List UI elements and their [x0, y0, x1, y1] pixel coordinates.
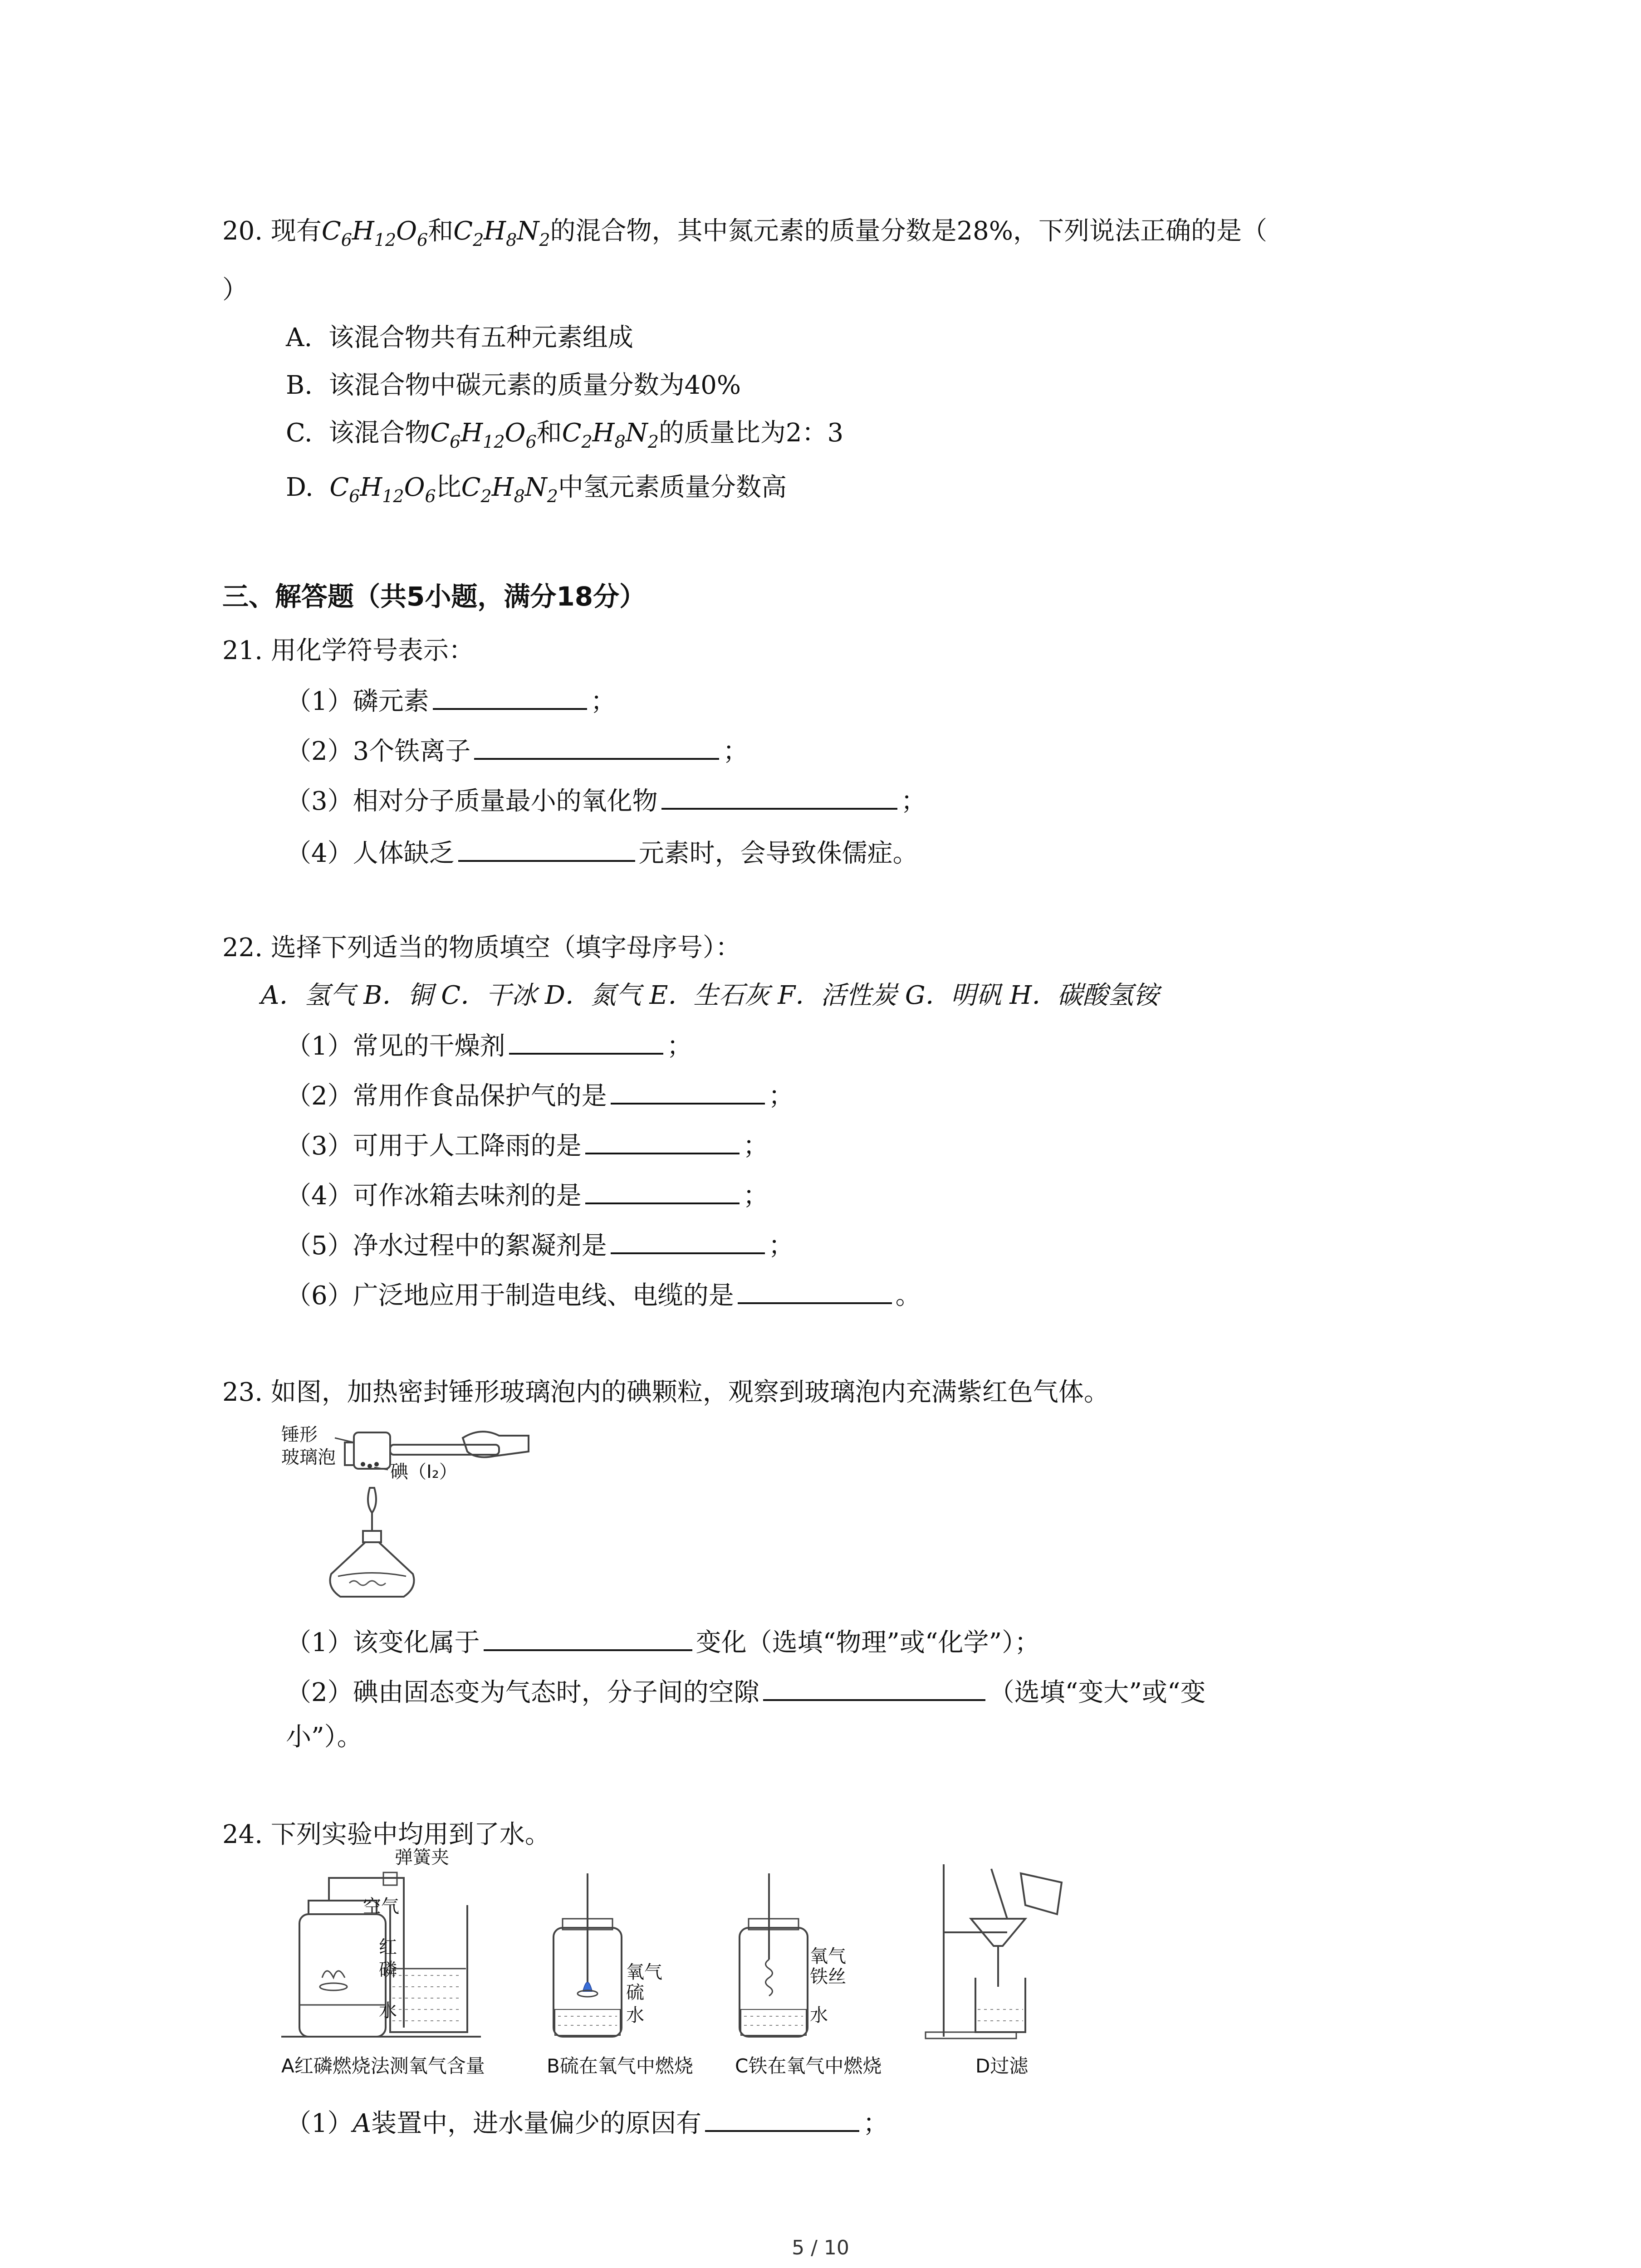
answer-blank[interactable]: [611, 1227, 765, 1254]
q21-item-2: （2）3个铁离子 ；: [286, 733, 748, 770]
label-water: 水: [810, 2005, 828, 2026]
label-bulb: 玻璃泡: [281, 1447, 336, 1468]
label-iron-wire: 铁丝: [810, 1966, 846, 1987]
answer-blank[interactable]: [705, 2105, 859, 2132]
answer-blank[interactable]: [484, 1624, 692, 1651]
label-oxygen: 氧气: [626, 1962, 662, 1983]
answer-blank[interactable]: [433, 683, 587, 710]
answer-blank[interactable]: [611, 1077, 765, 1105]
q24-stem: 24. 下列实验中均用到了水。: [222, 1820, 550, 1849]
q21-item-4: （4）人体缺乏 元素时，会导致侏儒症。: [286, 835, 918, 872]
water-experiments-figure: [281, 1847, 1107, 2109]
answer-blank[interactable]: [585, 1127, 740, 1154]
q23-item-1: （1）该变化属于 变化（选填“物理”或“化学”）；: [286, 1624, 1040, 1661]
q20-option-a[interactable]: A. 该混合物共有五种元素组成: [286, 323, 633, 352]
q22-choices: A．氢气 B．铜 C．干冰 D．氮气 E．生石灰 F．活性炭 G．明矾 H．碳酸氢铵: [261, 981, 1159, 1010]
label-water: 水: [379, 2000, 397, 2021]
q23-stem: 23. 如图，加热密封锤形玻璃泡内的碘颗粒，观察到玻璃泡内充满紫红色气体。: [222, 1378, 1109, 1407]
q22-item-6: （6）广泛地应用于制造电线、电缆的是 。: [286, 1277, 921, 1314]
formula-dimethylhydrazine: $C_2H_8N_2$: [453, 216, 550, 250]
label-water: 水: [626, 2005, 644, 2026]
q22-item-1: （1）常见的干燥剂 ；: [286, 1027, 692, 1065]
q23-item-2-cont: 小”）。: [286, 1722, 362, 1752]
label-red-phosphorus: 磷: [379, 1960, 397, 1980]
label-sulfur: 硫: [626, 1982, 644, 2003]
iodine-heating-figure: [281, 1424, 535, 1615]
q20-option-c[interactable]: C. 该混合物$C_6H_{12}O_6$和$C_2H_8N_2$的质量比为2：3: [286, 418, 844, 452]
q21-stem: 21. 用化学符号表示：: [222, 636, 474, 665]
label-red-phosphorus: 红: [379, 1937, 397, 1958]
q21-item-3: （3）相对分子质量最小的氧化物 ；: [286, 782, 926, 820]
label-clamp: 弹簧夹: [395, 1847, 449, 1868]
q23-item-2: （2）碘由固态变为气态时，分子间的空隙 （选填“变大”或“变: [286, 1674, 1206, 1711]
answer-blank[interactable]: [738, 1277, 892, 1304]
q21-item-1: （1）磷元素 ；: [286, 683, 616, 720]
q22-stem: 22. 选择下列适当的物质填空（填字母序号）：: [222, 933, 741, 963]
q22-item-4: （4）可作冰箱去味剂的是 ；: [286, 1177, 769, 1214]
label-bulb: 锤形: [281, 1424, 318, 1445]
q20-stem-end: ）: [222, 275, 248, 305]
q22-item-3: （3）可用于人工降雨的是 ；: [286, 1127, 769, 1164]
caption-a: A红磷燃烧法测氧气含量: [281, 2055, 485, 2077]
answer-blank[interactable]: [585, 1177, 740, 1204]
q22-item-2: （2）常用作食品保护气的是 ；: [286, 1077, 794, 1114]
label-air: 空气: [363, 1896, 399, 1917]
answer-blank[interactable]: [458, 835, 635, 862]
page-number: 5 / 10: [792, 2236, 849, 2259]
answer-blank[interactable]: [474, 733, 719, 760]
question-number: 20.: [222, 216, 263, 246]
answer-blank[interactable]: [509, 1027, 663, 1055]
section-title: 三、解答题（共5小题，满分18分）: [222, 581, 646, 612]
label-iodine: 碘（I₂）: [390, 1461, 457, 1482]
caption-d: D过滤: [975, 2055, 1029, 2077]
q22-item-5: （5）净水过程中的絮凝剂是 ；: [286, 1227, 794, 1264]
formula-glucose: $C_6H_{12}O_6$: [321, 216, 428, 250]
label-oxygen: 氧气: [810, 1946, 846, 1967]
caption-c: C铁在氧气中燃烧: [735, 2055, 882, 2077]
caption-b: B硫在氧气中燃烧: [547, 2055, 693, 2077]
q20-option-b[interactable]: B. 该混合物中碳元素的质量分数为40%: [286, 371, 741, 400]
q24-item-1: （1）A装置中，进水量偏少的原因有 ；: [286, 2105, 888, 2142]
q20-option-d[interactable]: D. $C_6H_{12}O_6$比$C_2H_8N_2$中氢元素质量分数高: [286, 473, 787, 506]
answer-blank[interactable]: [661, 782, 897, 810]
answer-blank[interactable]: [763, 1674, 985, 1701]
q20-stem: 20. 现有$C_6H_{12}O_6$和$C_2H_8N_2$的混合物，其中氮元素的质量分数是28%，下列说法正确的是（: [222, 216, 1267, 250]
